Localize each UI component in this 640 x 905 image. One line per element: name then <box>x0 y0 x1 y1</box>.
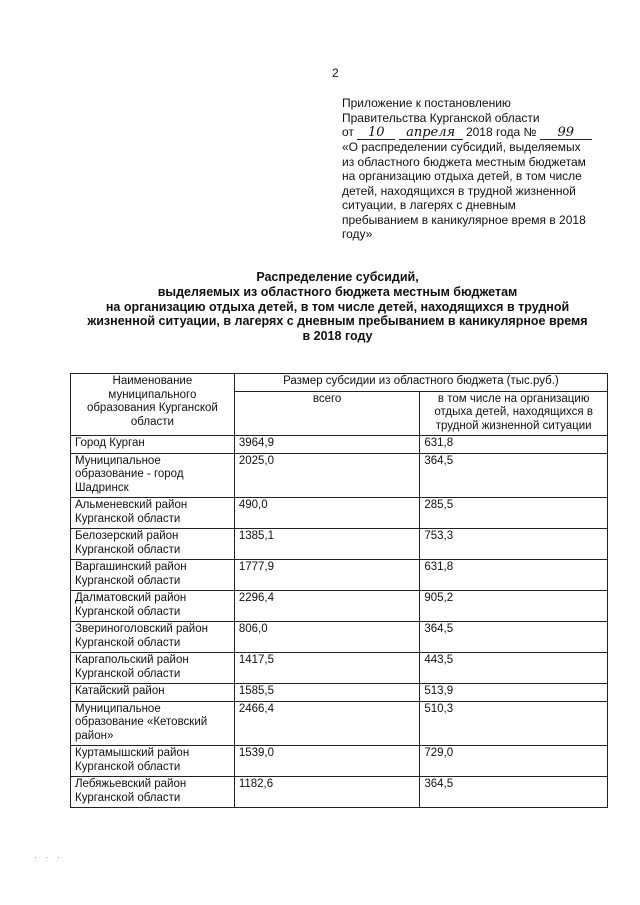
table-row <box>71 453 608 498</box>
municipality-cell: Куртамышский район Курганской области <box>71 746 235 777</box>
document-title <box>60 270 615 344</box>
including-cell: 364,5 <box>420 622 608 653</box>
page-number: 2 <box>332 66 339 80</box>
title-line: в 2018 году <box>302 329 373 344</box>
table-row <box>71 529 608 560</box>
municipality-cell: Катайский район <box>71 684 235 702</box>
including-cell: 364,5 <box>420 453 608 498</box>
municipality-cell: Каргапольский район Курганской области <box>71 653 235 684</box>
municipality-cell: Муниципальное образование - город Шадринск <box>71 453 235 498</box>
municipality-cell: Лебяжьевский район Курганской области <box>71 777 235 808</box>
header-municipality: Наименование муниципального образования Курганской области <box>71 374 235 436</box>
total-cell: 490,0 <box>234 498 420 529</box>
appendix-subject-line: «О распределении субсидий, выделяемых <box>342 140 581 154</box>
header-subsidy-size: Размер субсидии из областного бюджета (тыс.руб.) <box>234 374 607 392</box>
title-line: Распределение субсидий, <box>256 270 419 284</box>
municipality-cell: Варгашинский район Курганской области <box>71 560 235 591</box>
table-row <box>71 777 608 808</box>
appendix-subject-line: ситуации, в лагерях с дневным <box>342 198 516 212</box>
including-cell: 753,3 <box>420 529 608 560</box>
table-row <box>71 701 608 746</box>
including-cell: 905,2 <box>420 591 608 622</box>
total-cell: 2025,0 <box>234 453 420 498</box>
header-including: в том числе на организацию отдыха детей, находящихся в трудной жизненной ситуации <box>420 391 608 436</box>
municipality-cell: Звериноголовский район Курганской области <box>71 622 235 653</box>
including-cell: 443,5 <box>420 653 608 684</box>
appendix-line-1: Приложение к постановлению <box>342 96 511 110</box>
municipality-cell: Далматовский район Курганской области <box>71 591 235 622</box>
total-cell: 2466,4 <box>234 701 420 746</box>
municipality-cell: Город Курган <box>71 436 235 454</box>
including-cell: 364,5 <box>420 777 608 808</box>
table-row <box>71 498 608 529</box>
table-row <box>71 684 608 702</box>
title-line: на организацию отдыха детей, в том числе детей, находящихся в трудной <box>105 299 570 314</box>
appendix-date-line <box>342 125 627 140</box>
including-cell: 631,8 <box>420 560 608 591</box>
appendix-subject-line: детей, находящихся в трудной жизненной <box>342 183 576 198</box>
handwritten-day: 10 <box>357 126 395 140</box>
handwritten-month: апреля <box>399 126 463 140</box>
title-line: выделяемых из областного бюджета местным бюджетам <box>157 284 518 299</box>
including-cell: 513,9 <box>420 684 608 702</box>
total-cell: 1777,9 <box>234 560 420 591</box>
municipality-cell: Альменевский район Курганской области <box>71 498 235 529</box>
including-cell: 510,3 <box>420 701 608 746</box>
title-line: жизненной ситуации, в лагерях с дневным пребыванием в каникулярное время <box>87 314 588 329</box>
table-row <box>71 622 608 653</box>
table-row <box>71 591 608 622</box>
total-cell: 1385,1 <box>234 529 420 560</box>
including-cell: 729,0 <box>420 746 608 777</box>
total-cell: 3964,9 <box>234 436 420 454</box>
appendix-subject-line: пребыванием в каникулярное время в 2018 <box>342 212 586 227</box>
subsidies-table <box>70 373 608 808</box>
date-prefix: от <box>342 125 354 139</box>
appendix-block <box>342 96 627 242</box>
appendix-subject-line: году» <box>342 227 373 241</box>
table-row <box>71 560 608 591</box>
table-row <box>71 436 608 454</box>
municipality-cell: Муниципальное образование «Кетовский район» <box>71 701 235 746</box>
total-cell: 806,0 <box>234 622 420 653</box>
including-cell: 631,8 <box>420 436 608 454</box>
total-cell: 1182,6 <box>234 777 420 808</box>
handwritten-decree-number: 99 <box>540 126 592 140</box>
table-body <box>71 436 608 808</box>
scan-mark: · · · <box>34 852 63 862</box>
total-cell: 1539,0 <box>234 746 420 777</box>
total-cell: 1417,5 <box>234 653 420 684</box>
municipality-cell: Белозерский район Курганской области <box>71 529 235 560</box>
total-cell: 2296,4 <box>234 591 420 622</box>
header-total: всего <box>234 391 420 436</box>
date-year-text: 2018 года № <box>465 125 537 139</box>
appendix-subject-line: на организацию отдыха детей, в том числе <box>342 169 582 183</box>
table-row <box>71 653 608 684</box>
total-cell: 1585,5 <box>234 684 420 702</box>
table-row <box>71 746 608 777</box>
table-header-row <box>71 374 608 392</box>
appendix-subject-line: из областного бюджета местным бюджетам <box>342 154 586 169</box>
including-cell: 285,5 <box>420 498 608 529</box>
appendix-line-2: Правительства Курганской области <box>342 110 540 125</box>
